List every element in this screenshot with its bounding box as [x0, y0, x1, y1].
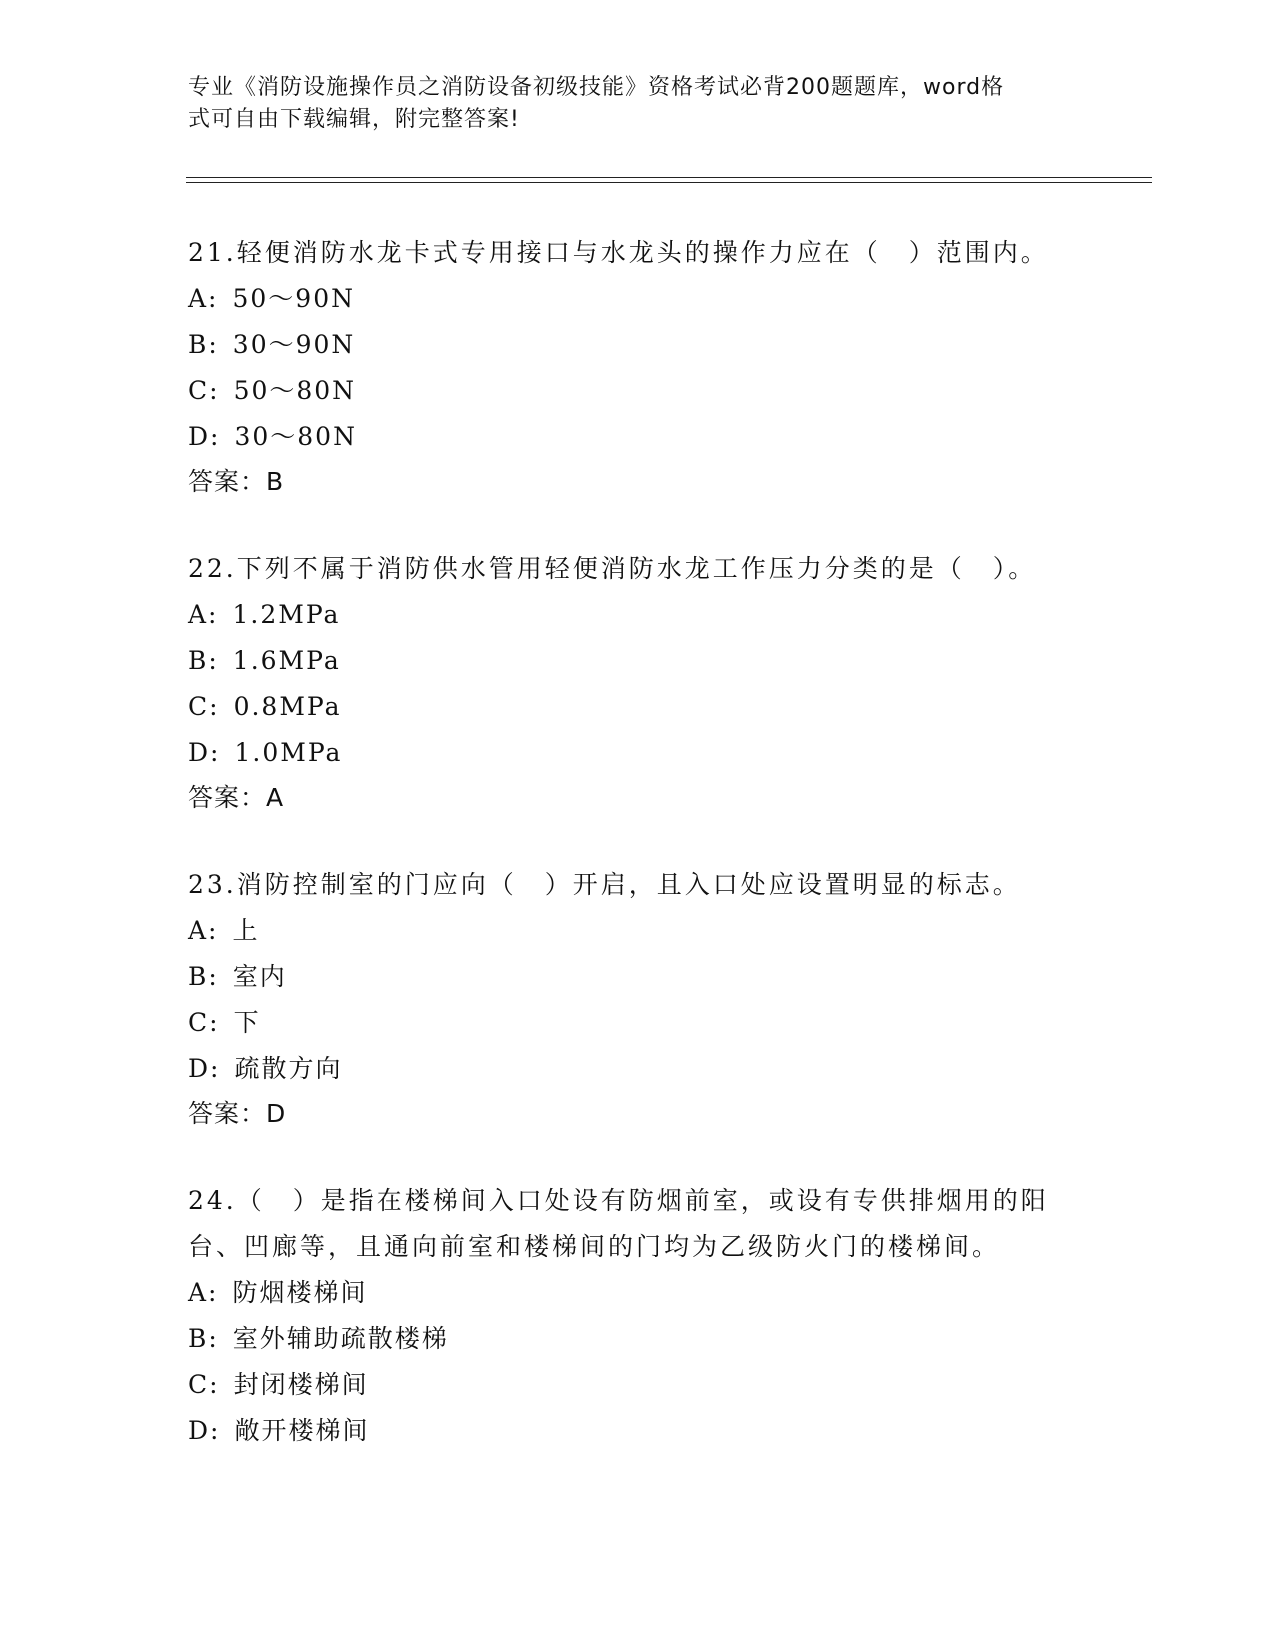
- option-letter: C:: [188, 1008, 220, 1037]
- question-stem: 24.（ ）是指在楼梯间入口处设有防烟前室，或设有专供排烟用的阳台、凹廊等，且通向前室和楼梯间的门均为乙级防火门的楼梯间。: [188, 1186, 1049, 1261]
- question-22: [188, 546, 1088, 820]
- option-text: 室内: [232, 962, 287, 991]
- option-a: [188, 592, 1088, 638]
- option-a: [188, 908, 1088, 954]
- option-text: 上: [232, 916, 260, 945]
- header-line-2: 式可自由下载编辑，附完整答案!: [188, 107, 520, 132]
- option-d: [188, 1046, 1088, 1092]
- option-c: [188, 368, 1088, 414]
- header-line-1: 专业《消防设施操作员之消防设备初级技能》资格考试必背200题题库，word格: [188, 75, 1005, 100]
- option-letter: D:: [188, 1054, 221, 1083]
- question-21: [188, 230, 1088, 504]
- option-text: 1.0MPa: [234, 738, 343, 767]
- question-stem: 22.下列不属于消防供水管用轻便消防水龙工作压力分类的是（ ）。: [188, 554, 1037, 583]
- document-header: [188, 72, 1088, 136]
- option-letter: A:: [188, 600, 219, 629]
- answer-line: 答案：A: [188, 783, 285, 812]
- option-text: 30～80N: [234, 422, 357, 451]
- header-divider-top: [186, 177, 1152, 178]
- option-text: 封闭楼梯间: [233, 1370, 369, 1399]
- answer-line: 答案：D: [188, 1099, 287, 1128]
- option-letter: B:: [188, 1324, 219, 1353]
- question-23: [188, 862, 1088, 1136]
- option-letter: A:: [188, 284, 219, 313]
- option-text: 下: [233, 1008, 261, 1037]
- option-d: [188, 730, 1088, 776]
- option-letter: C:: [188, 692, 220, 721]
- header-divider-bottom: [186, 182, 1152, 183]
- option-text: 防烟楼梯间: [232, 1278, 368, 1307]
- option-letter: D:: [188, 1416, 221, 1445]
- option-d: [188, 414, 1088, 460]
- option-text: 30～90N: [232, 330, 356, 359]
- option-c: [188, 1000, 1088, 1046]
- option-a: [188, 1270, 1088, 1316]
- question-stem: 23.消防控制室的门应向（ ）开启，且入口处应设置明显的标志。: [188, 870, 1021, 899]
- option-c: [188, 1362, 1088, 1408]
- option-letter: B:: [188, 646, 219, 675]
- option-text: 50～90N: [232, 284, 355, 313]
- option-letter: B:: [188, 330, 219, 359]
- option-d: [188, 1408, 1088, 1454]
- option-letter: D:: [188, 422, 221, 451]
- question-24: [188, 1178, 1088, 1454]
- option-b: [188, 954, 1088, 1000]
- option-b: [188, 1316, 1088, 1362]
- option-b: [188, 322, 1088, 368]
- option-text: 疏散方向: [234, 1054, 343, 1083]
- option-text: 1.2MPa: [232, 600, 341, 629]
- option-b: [188, 638, 1088, 684]
- option-text: 1.6MPa: [232, 646, 341, 675]
- option-letter: D:: [188, 738, 221, 767]
- answer-line: 答案：B: [188, 467, 285, 496]
- option-text: 敞开楼梯间: [234, 1416, 370, 1445]
- option-letter: B:: [188, 962, 219, 991]
- option-text: 50～80N: [233, 376, 357, 405]
- option-c: [188, 684, 1088, 730]
- option-letter: C:: [188, 376, 220, 405]
- option-text: 0.8MPa: [233, 692, 342, 721]
- question-stem: 21.轻便消防水龙卡式专用接口与水龙头的操作力应在（ ）范围内。: [188, 238, 1049, 267]
- option-text: 室外辅助疏散楼梯: [232, 1324, 449, 1353]
- option-letter: A:: [188, 916, 219, 945]
- option-a: [188, 276, 1088, 322]
- option-letter: A:: [188, 1278, 219, 1307]
- option-letter: C:: [188, 1370, 220, 1399]
